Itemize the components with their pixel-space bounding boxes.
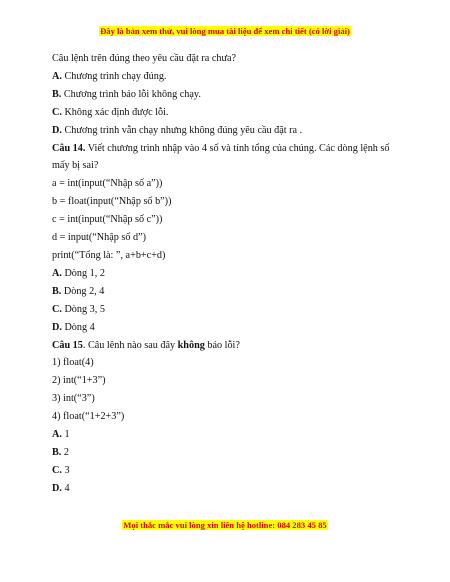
option-letter: C. — [52, 303, 62, 315]
q14-option-c — [52, 301, 404, 319]
q15-item: 2) int(“1+3”) — [52, 375, 106, 387]
code-line: print(“Tổng là: ”, a+b+c+d) — [52, 249, 166, 261]
intro-option-a — [52, 68, 404, 86]
question-label: Câu 15 — [52, 339, 83, 351]
code-line: d = input(“Nhập số d”) — [52, 232, 147, 244]
hotline-banner — [0, 520, 450, 530]
document-body — [52, 50, 404, 498]
q14-option-d — [52, 319, 404, 337]
q15-option-c — [52, 462, 404, 480]
option-letter: B. — [52, 285, 62, 297]
option-text: 1 — [61, 429, 70, 441]
question-label: Câu 14. — [52, 142, 86, 154]
q14-option-b — [52, 283, 404, 301]
option-text: Dòng 3, 5 — [61, 303, 105, 315]
q15-option-d — [52, 480, 404, 498]
intro-option-c — [52, 104, 404, 122]
option-text: 4 — [61, 482, 70, 494]
hotline-banner-text: Mọi thắc mắc vui lòng xin liên hệ hotline: 084 283 45 85 — [123, 520, 327, 530]
option-text: Chương trình vẫn chạy nhưng không đúng yêu cầu đặt ra . — [61, 124, 303, 136]
option-letter: A. — [52, 429, 62, 441]
question-emphasis: không — [177, 339, 205, 351]
option-letter: B. — [52, 446, 62, 458]
option-letter: D. — [52, 482, 62, 494]
option-text: 3 — [61, 464, 70, 476]
option-letter: B. — [52, 88, 62, 100]
option-text: Dòng 4 — [61, 321, 95, 333]
option-letter: D. — [52, 321, 62, 333]
option-letter: D. — [52, 124, 62, 136]
code-line: c = int(input(“Nhập số c”)) — [52, 214, 163, 226]
option-letter: A. — [52, 70, 62, 82]
question-text-end: báo lỗi? — [204, 339, 240, 351]
q15-item: 1) float(4) — [52, 357, 94, 369]
preview-banner-text: Đây là bản xem thử, vui lòng mua tài liệu để xem chi tiết (có lời giải) — [100, 26, 350, 36]
option-letter: C. — [52, 106, 62, 118]
intro-option-b — [52, 86, 404, 104]
option-letter: C. — [52, 464, 62, 476]
intro-question: Câu lệnh trên đúng theo yêu cầu đặt ra chưa? — [52, 53, 237, 64]
q15-option-b — [52, 444, 404, 462]
preview-banner — [0, 26, 450, 36]
question-15 — [52, 337, 404, 355]
code-line: b = float(input(“Nhập số b”)) — [52, 196, 172, 208]
option-text: Không xác định được lỗi. — [61, 106, 169, 118]
option-letter: A. — [52, 267, 62, 279]
question-14 — [52, 140, 404, 176]
option-text: Chương trình báo lỗi không chạy. — [61, 88, 201, 100]
question-text: Viết chương trình nhập vào 4 số và tính tổng của chúng. Các dòng lệnh số mấy bị sai? — [52, 142, 390, 172]
option-text: Dòng 2, 4 — [61, 285, 105, 297]
q15-item: 4) float(“1+2+3”) — [52, 411, 125, 423]
q14-option-a — [52, 265, 404, 283]
option-text: Dòng 1, 2 — [61, 267, 105, 279]
option-text: 2 — [61, 446, 69, 458]
q15-option-a — [52, 426, 404, 444]
option-text: Chương trình chạy đúng. — [61, 70, 167, 82]
intro-option-d — [52, 122, 404, 140]
code-line: a = int(input(“Nhập số a”)) — [52, 178, 163, 190]
question-text: . Câu lênh nào sau đây — [82, 339, 178, 351]
q15-item: 3) int(“3”) — [52, 393, 95, 405]
